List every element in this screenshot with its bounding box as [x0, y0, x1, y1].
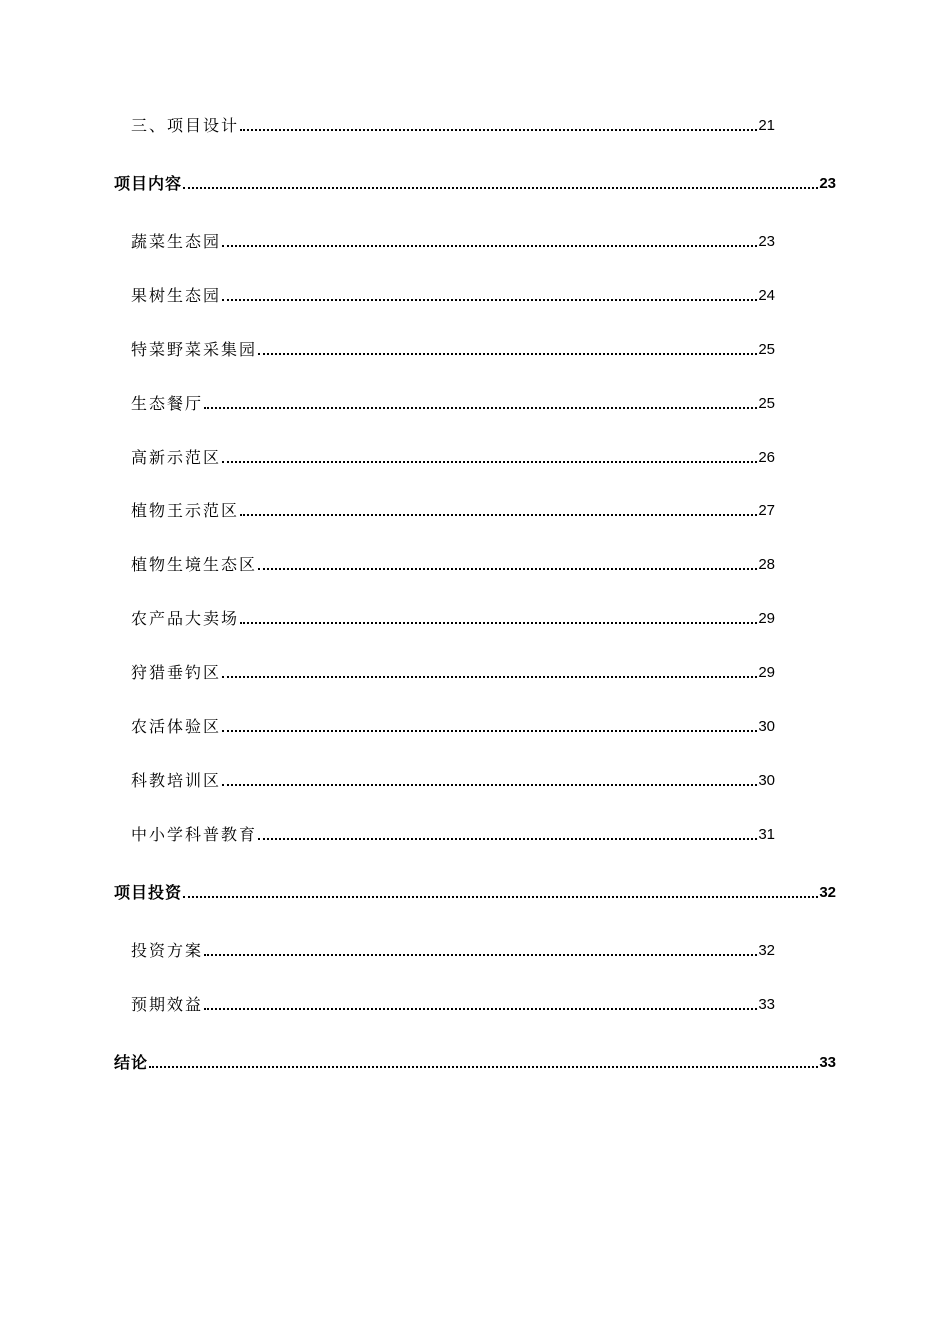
toc-entry-title: 中小学科普教育: [131, 825, 258, 844]
toc-entry-page: 26: [758, 449, 775, 466]
toc-entry-plant-king-demo-zone[interactable]: [131, 497, 775, 521]
toc-entry-page: 21: [758, 117, 775, 134]
toc-entry-farm-experience-zone[interactable]: [131, 713, 775, 737]
toc-dot-leader: [183, 896, 818, 898]
toc-entry-page: 29: [758, 610, 775, 627]
toc-entry-school-science-education[interactable]: [131, 821, 775, 845]
toc-entry-title: 结论: [114, 1053, 149, 1072]
toc-dot-leader: [222, 245, 757, 247]
toc-entry-title: 植物王示范区: [131, 501, 240, 520]
toc-entry-page: 27: [758, 502, 775, 519]
toc-dot-leader: [222, 730, 757, 732]
toc-dot-leader: [222, 461, 757, 463]
toc-dot-leader: [240, 622, 757, 624]
toc-entry-page: 23: [819, 175, 836, 192]
toc-entry-page: 28: [758, 556, 775, 573]
toc-entry-page: 33: [758, 996, 775, 1013]
toc-entry-plant-habitat-zone[interactable]: [131, 551, 775, 575]
toc-dot-leader: [183, 187, 818, 189]
toc-entry-project-content[interactable]: [114, 170, 836, 194]
toc-dot-leader: [258, 838, 757, 840]
toc-dot-leader: [240, 514, 757, 516]
toc-dot-leader: [222, 299, 757, 301]
toc-dot-leader: [204, 407, 757, 409]
toc-entry-investment-plan[interactable]: [131, 937, 775, 961]
toc-entry-fruit-eco-garden[interactable]: [131, 282, 775, 306]
toc-entry-conclusion[interactable]: [114, 1049, 836, 1073]
toc-entry-vegetable-eco-garden[interactable]: [131, 228, 775, 252]
toc-entry-title: 植物生境生态区: [131, 555, 258, 574]
toc-dot-leader: [258, 568, 757, 570]
toc-entry-farm-produce-market[interactable]: [131, 605, 775, 629]
toc-entry-title: 特菜野菜采集园: [131, 340, 258, 359]
toc-dot-leader: [204, 954, 757, 956]
toc-entry-title: 农产品大卖场: [131, 609, 240, 628]
toc-dot-leader: [222, 676, 757, 678]
toc-entry-education-training-zone[interactable]: [131, 767, 775, 791]
toc-entry-page: 32: [819, 884, 836, 901]
toc-entry-title: 蔬菜生态园: [131, 232, 222, 251]
toc-entry-page: 25: [758, 395, 775, 412]
toc-entry-hightech-demo-zone[interactable]: [131, 444, 775, 468]
toc-entry-title: 高新示范区: [131, 448, 222, 467]
toc-entry-page: 29: [758, 664, 775, 681]
toc-entry-page: 30: [758, 772, 775, 789]
toc-entry-page: 32: [758, 942, 775, 959]
toc-entry-title: 三、项目设计: [131, 116, 240, 135]
toc-entry-page: 30: [758, 718, 775, 735]
toc-entry-title: 项目内容: [114, 174, 183, 193]
toc-dot-leader: [204, 1008, 757, 1010]
toc-dot-leader: [222, 784, 757, 786]
toc-entry-wild-vegetable-garden[interactable]: [131, 336, 775, 360]
toc-dot-leader: [149, 1066, 818, 1068]
toc-entry-page: 24: [758, 287, 775, 304]
toc-entry-title: 果树生态园: [131, 286, 222, 305]
toc-entry-project-design[interactable]: [131, 112, 775, 136]
toc-entry-title: 预期效益: [131, 995, 204, 1014]
toc-entry-title: 农活体验区: [131, 717, 222, 736]
toc-entry-project-investment[interactable]: [114, 879, 836, 903]
toc-entry-hunting-fishing-zone[interactable]: [131, 659, 775, 683]
toc-entry-title: 项目投资: [114, 883, 183, 902]
toc-entry-title: 生态餐厅: [131, 394, 204, 413]
toc-entry-expected-benefits[interactable]: [131, 991, 775, 1015]
toc-entry-page: 33: [819, 1054, 836, 1071]
toc-dot-leader: [240, 129, 757, 131]
toc-entry-page: 31: [758, 826, 775, 843]
toc-dot-leader: [258, 353, 757, 355]
toc-entry-title: 狩猎垂钓区: [131, 663, 222, 682]
toc-entry-title: 投资方案: [131, 941, 204, 960]
toc-entry-eco-restaurant[interactable]: [131, 390, 775, 414]
toc-entry-page: 25: [758, 341, 775, 358]
toc-entry-title: 科教培训区: [131, 771, 222, 790]
toc-entry-page: 23: [758, 233, 775, 250]
